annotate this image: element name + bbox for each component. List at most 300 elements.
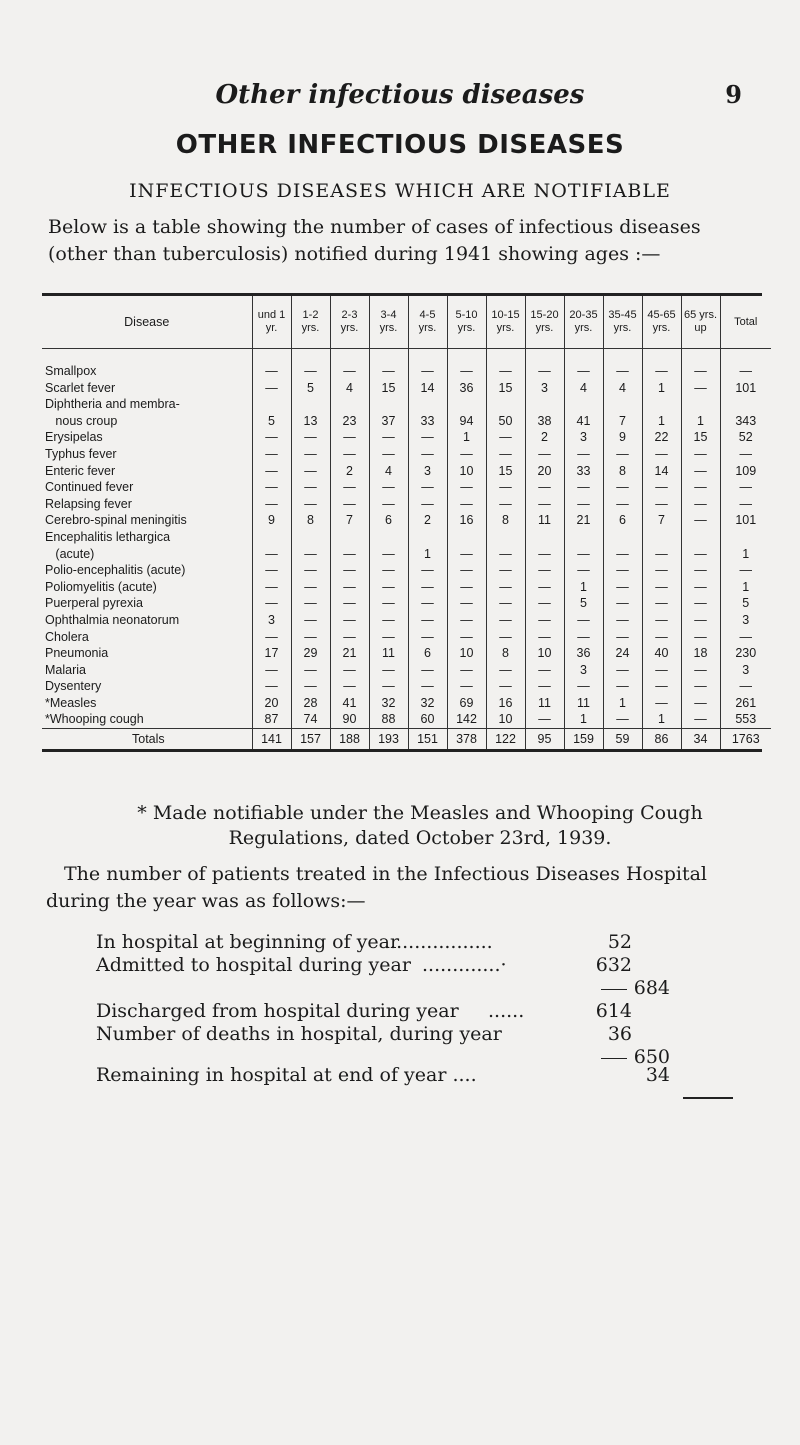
cell-value: — <box>330 546 369 563</box>
cell-value: 3 <box>525 380 564 397</box>
column-header: 1-2 yrs. <box>291 296 330 349</box>
total-value: 188 <box>330 729 369 750</box>
cell-value: — <box>642 695 681 712</box>
cell-value: — <box>681 349 720 380</box>
cell-value: 22 <box>642 429 681 446</box>
cell-value: — <box>369 349 408 380</box>
cell-value: — <box>642 629 681 646</box>
cell-value: — <box>486 479 525 496</box>
disease-name: Cholera <box>45 629 89 644</box>
cell-value: — <box>525 678 564 695</box>
section-subtitle: INFECTIOUS DISEASES WHICH ARE NOTIFIABLE <box>129 180 671 202</box>
double-underline <box>683 1097 733 1099</box>
column-header: 3-4 yrs. <box>369 296 408 349</box>
leader-dots: ...... <box>488 1000 525 1022</box>
cell-value: — <box>330 479 369 496</box>
cell-value: — <box>525 349 564 380</box>
disease-name: Cerebro-spinal meningitis <box>45 513 187 528</box>
table-row <box>42 546 771 563</box>
cell-value: — <box>408 579 447 596</box>
table-row <box>42 662 771 679</box>
cell-value: 3 <box>252 612 291 629</box>
disease-name: Diphtheria and membra- <box>45 397 180 412</box>
cell-value: — <box>408 446 447 463</box>
cell-value: — <box>525 662 564 679</box>
cell-value: 3 <box>564 429 603 446</box>
column-header: 65 yrs. up <box>681 296 720 349</box>
stat-subtotal: 650 <box>633 1046 670 1068</box>
disease-name: Enteric fever <box>45 463 116 478</box>
disease-name: *Measles <box>45 695 97 710</box>
cell-value: 7 <box>603 413 642 430</box>
row-total: 261 <box>720 695 771 712</box>
page-number: 9 <box>725 80 742 109</box>
cell-value: — <box>564 349 603 380</box>
cell-value <box>408 529 447 546</box>
total-value: 157 <box>291 729 330 750</box>
cell-value: 33 <box>408 413 447 430</box>
cell-value: 21 <box>564 512 603 529</box>
cell-value: — <box>603 579 642 596</box>
cell-value: — <box>447 629 486 646</box>
cell-value <box>252 529 291 546</box>
cell-value: — <box>291 629 330 646</box>
cell-value: — <box>642 579 681 596</box>
column-header: 2-3 yrs. <box>330 296 369 349</box>
cell-value: — <box>330 349 369 380</box>
cell-value: 4 <box>603 380 642 397</box>
row-total: — <box>720 678 771 695</box>
running-header <box>0 80 800 110</box>
disease-name: Continued fever <box>45 480 134 495</box>
cell-value: — <box>330 429 369 446</box>
disease-name: Erysipelas <box>45 430 103 445</box>
cell-value: 1 <box>408 546 447 563</box>
cell-value: 8 <box>486 512 525 529</box>
cell-value: 23 <box>330 413 369 430</box>
cell-value: — <box>564 629 603 646</box>
cell-value: 11 <box>525 695 564 712</box>
cell-value: 40 <box>642 645 681 662</box>
cell-value: — <box>369 612 408 629</box>
cell-value: — <box>564 479 603 496</box>
cell-value: — <box>408 678 447 695</box>
cell-value: 11 <box>369 645 408 662</box>
cell-value: — <box>486 662 525 679</box>
cell-value: — <box>330 629 369 646</box>
cell-value: — <box>408 595 447 612</box>
cell-value: 3 <box>408 463 447 480</box>
cell-value: 1 <box>564 711 603 728</box>
cell-value: — <box>486 429 525 446</box>
row-total: 101 <box>720 380 771 397</box>
disease-name: Polio-encephalitis (acute) <box>45 563 186 578</box>
cell-value: — <box>447 349 486 380</box>
disease-name: Encephalitis lethargica <box>45 529 171 544</box>
cell-value: 11 <box>525 512 564 529</box>
cell-value: — <box>369 496 408 513</box>
disease-name: Poliomyelitis (acute) <box>45 579 157 594</box>
cell-value: — <box>252 446 291 463</box>
cell-value: — <box>642 612 681 629</box>
cell-value: 60 <box>408 711 447 728</box>
cell-value: — <box>447 595 486 612</box>
cell-value: — <box>525 629 564 646</box>
stat-value: 52 <box>607 931 632 953</box>
row-total: 101 <box>720 512 771 529</box>
cell-value: — <box>447 579 486 596</box>
cell-value: — <box>681 629 720 646</box>
cell-value: — <box>447 678 486 695</box>
cell-value <box>369 529 408 546</box>
total-value: 34 <box>681 729 720 750</box>
cell-value <box>447 396 486 413</box>
cell-value: — <box>642 662 681 679</box>
cell-value: 7 <box>330 512 369 529</box>
cell-value: — <box>291 349 330 380</box>
row-total: — <box>720 496 771 513</box>
cell-value: — <box>330 612 369 629</box>
cell-value: — <box>291 562 330 579</box>
cell-value: 1 <box>642 711 681 728</box>
cell-value: 41 <box>330 695 369 712</box>
cell-value: — <box>603 662 642 679</box>
table-row <box>42 579 771 596</box>
cell-value: — <box>525 546 564 563</box>
cell-value: 6 <box>408 645 447 662</box>
cell-value: — <box>603 612 642 629</box>
cell-value: 4 <box>369 463 408 480</box>
stat-discharged <box>96 1000 716 1023</box>
cell-value: 8 <box>603 463 642 480</box>
cell-value <box>642 396 681 413</box>
cell-value: 15 <box>486 380 525 397</box>
cell-value <box>564 529 603 546</box>
cell-value: 13 <box>291 413 330 430</box>
disease-name: Typhus fever <box>45 446 117 461</box>
disease-name: Puerperal pyrexia <box>45 596 143 611</box>
cell-value: — <box>642 678 681 695</box>
table-row <box>42 463 771 480</box>
cell-value: — <box>681 380 720 397</box>
column-header: Total <box>720 296 771 349</box>
cell-value: — <box>369 546 408 563</box>
disease-name: Malaria <box>45 662 86 677</box>
table-row <box>42 429 771 446</box>
cell-value <box>525 529 564 546</box>
cell-value: 37 <box>369 413 408 430</box>
cell-value: — <box>681 496 720 513</box>
cell-value: — <box>252 579 291 596</box>
cell-value: — <box>369 429 408 446</box>
stat-subtotal-1 <box>96 977 716 1000</box>
table-row <box>42 529 771 546</box>
cell-value: — <box>681 711 720 728</box>
cell-value: — <box>369 446 408 463</box>
cell-value: — <box>252 429 291 446</box>
cell-value: — <box>486 595 525 612</box>
cell-value <box>369 396 408 413</box>
cell-value: — <box>681 662 720 679</box>
cell-value: 1 <box>642 413 681 430</box>
cell-value: — <box>291 546 330 563</box>
table-body <box>42 349 771 729</box>
cell-value: — <box>408 612 447 629</box>
cell-value: 50 <box>486 413 525 430</box>
cell-value: — <box>681 479 720 496</box>
table-row <box>42 629 771 646</box>
cell-value: — <box>486 579 525 596</box>
cell-value: — <box>564 496 603 513</box>
cell-value <box>603 396 642 413</box>
cell-value: — <box>681 546 720 563</box>
disease-name: Smallpox <box>45 364 97 378</box>
cell-value: — <box>291 678 330 695</box>
cell-value: — <box>408 429 447 446</box>
cell-value: — <box>291 496 330 513</box>
row-total: — <box>720 479 771 496</box>
cell-value: — <box>447 662 486 679</box>
cell-value: — <box>525 446 564 463</box>
disease-table-container <box>42 293 762 752</box>
cell-value <box>681 529 720 546</box>
disease-name: Scarlet fever <box>45 380 116 395</box>
stat-label: Discharged from hospital during year <box>96 1000 459 1022</box>
cell-value: — <box>408 562 447 579</box>
cell-value: — <box>681 695 720 712</box>
cell-value: — <box>252 349 291 380</box>
cell-value: — <box>291 463 330 480</box>
cell-value: — <box>330 678 369 695</box>
stat-value: 34 <box>645 1064 670 1086</box>
cell-value: 20 <box>525 463 564 480</box>
cell-value: 11 <box>564 695 603 712</box>
cell-value: — <box>330 662 369 679</box>
total-value: 86 <box>642 729 681 750</box>
cell-value <box>252 396 291 413</box>
cell-value: — <box>525 579 564 596</box>
cell-value: — <box>447 496 486 513</box>
cell-value: — <box>681 579 720 596</box>
cell-value <box>291 396 330 413</box>
cell-value: — <box>486 562 525 579</box>
row-total: 343 <box>720 413 771 430</box>
table-row <box>42 413 771 430</box>
cell-value: — <box>408 479 447 496</box>
cell-value: 15 <box>681 429 720 446</box>
table-row <box>42 711 771 728</box>
cell-value <box>486 396 525 413</box>
cell-value: 6 <box>369 512 408 529</box>
table-bottom-rule <box>42 749 762 752</box>
cell-value <box>603 529 642 546</box>
cell-value: — <box>447 612 486 629</box>
page-title: OTHER INFECTIOUS DISEASES <box>175 130 625 160</box>
cell-value: 90 <box>330 711 369 728</box>
cell-value: 8 <box>486 645 525 662</box>
column-header: 20-35 yrs. <box>564 296 603 349</box>
cell-value: 15 <box>486 463 525 480</box>
cell-value: — <box>603 479 642 496</box>
cell-value <box>330 396 369 413</box>
row-total: — <box>720 562 771 579</box>
cell-value: 5 <box>291 380 330 397</box>
cell-value: 9 <box>603 429 642 446</box>
leader-dots: .............· <box>422 954 507 976</box>
table-row <box>42 496 771 513</box>
table-row <box>42 479 771 496</box>
cell-value: — <box>525 612 564 629</box>
stat-label: Admitted to hospital during year <box>96 954 411 976</box>
cell-value: 28 <box>291 695 330 712</box>
cell-value: — <box>564 612 603 629</box>
total-value: 1763 <box>720 729 771 750</box>
stat-label: In hospital at beginning of year <box>96 931 400 953</box>
cell-value: 6 <box>603 512 642 529</box>
cell-value: — <box>486 496 525 513</box>
cell-value: 69 <box>447 695 486 712</box>
cell-value: 33 <box>564 463 603 480</box>
cell-value: — <box>291 579 330 596</box>
table-row <box>42 562 771 579</box>
cell-value: 1 <box>681 413 720 430</box>
cell-value: — <box>252 562 291 579</box>
table-row <box>42 380 771 397</box>
cell-value: — <box>486 446 525 463</box>
cell-value: — <box>369 662 408 679</box>
cell-value: — <box>369 479 408 496</box>
cell-value: — <box>291 446 330 463</box>
cell-value: — <box>330 595 369 612</box>
row-total <box>720 396 771 413</box>
cell-value: — <box>642 546 681 563</box>
stat-value: 36 <box>607 1023 632 1045</box>
cell-value: 10 <box>525 645 564 662</box>
disease-name: Dysentery <box>45 679 102 694</box>
cell-value <box>681 396 720 413</box>
table-row <box>42 612 771 629</box>
cell-value <box>525 396 564 413</box>
cell-value: — <box>408 629 447 646</box>
column-header: 15-20 yrs. <box>525 296 564 349</box>
column-header: 35-45 yrs. <box>603 296 642 349</box>
row-total: — <box>720 349 771 380</box>
column-header: 45-65 yrs. <box>642 296 681 349</box>
cell-value: 16 <box>447 512 486 529</box>
row-total: — <box>720 629 771 646</box>
table-row <box>42 446 771 463</box>
cell-value: 32 <box>369 695 408 712</box>
column-header: 4-5 yrs. <box>408 296 447 349</box>
disease-name: Ophthalmia neonatorum <box>45 612 180 627</box>
cell-value: 1 <box>642 380 681 397</box>
stat-admitted <box>96 954 716 977</box>
cell-value: — <box>447 562 486 579</box>
cell-value: — <box>447 546 486 563</box>
cell-value <box>291 529 330 546</box>
totals-row <box>42 729 771 750</box>
table-row <box>42 695 771 712</box>
row-total: 52 <box>720 429 771 446</box>
footnote: * Made notifiable under the Measles and Whooping Cough Regulations, dated October 23rd, 1939. <box>137 802 703 849</box>
disease-name: *Whooping cough <box>45 712 144 727</box>
cell-value: — <box>252 662 291 679</box>
disease-table <box>42 296 771 749</box>
cell-value: — <box>486 678 525 695</box>
cell-value: — <box>369 595 408 612</box>
cell-value: — <box>642 595 681 612</box>
intro-paragraph: Below is a table showing the number of cases of infectious diseases (other than tuberculosis) notified during 1941 showing ages :— <box>48 216 701 265</box>
row-total: 230 <box>720 645 771 662</box>
cell-value <box>330 529 369 546</box>
cell-value: — <box>564 678 603 695</box>
cell-value: 16 <box>486 695 525 712</box>
disease-name: Relapsing fever <box>45 496 132 511</box>
cell-value: 18 <box>681 645 720 662</box>
cell-value: — <box>252 595 291 612</box>
cell-value: 2 <box>408 512 447 529</box>
disease-name: nous croup <box>45 413 118 428</box>
total-value: 122 <box>486 729 525 750</box>
cell-value: 38 <box>525 413 564 430</box>
cell-value: 2 <box>525 429 564 446</box>
cell-value: — <box>681 512 720 529</box>
cell-value: 20 <box>252 695 291 712</box>
row-total: — <box>720 446 771 463</box>
cell-value: — <box>447 479 486 496</box>
cell-value <box>408 396 447 413</box>
cell-value: — <box>408 349 447 380</box>
cell-value: — <box>642 496 681 513</box>
total-value: 159 <box>564 729 603 750</box>
cell-value: — <box>603 446 642 463</box>
cell-value: — <box>252 380 291 397</box>
column-header: und 1 yr. <box>252 296 291 349</box>
cell-value: 36 <box>564 645 603 662</box>
disease-name: (acute) <box>45 546 95 561</box>
table-row <box>42 645 771 662</box>
cell-value: 32 <box>408 695 447 712</box>
cell-value: 2 <box>330 463 369 480</box>
cell-value: 14 <box>408 380 447 397</box>
cell-value: 10 <box>447 645 486 662</box>
row-total: 5 <box>720 595 771 612</box>
total-value: 151 <box>408 729 447 750</box>
cell-value <box>486 529 525 546</box>
cell-value: — <box>564 562 603 579</box>
totals-label: Totals <box>42 729 252 750</box>
table-header-row <box>42 296 771 349</box>
cell-value: — <box>681 446 720 463</box>
cell-value: — <box>291 662 330 679</box>
cell-value: 74 <box>291 711 330 728</box>
cell-value: — <box>681 562 720 579</box>
cell-value: — <box>330 446 369 463</box>
cell-value <box>564 396 603 413</box>
row-total: 1 <box>720 579 771 596</box>
cell-value: — <box>369 678 408 695</box>
row-total: 553 <box>720 711 771 728</box>
column-header: 10-15 yrs. <box>486 296 525 349</box>
table-row <box>42 512 771 529</box>
cell-value: — <box>525 562 564 579</box>
cell-value: — <box>369 629 408 646</box>
disease-name: Pneumonia <box>45 646 109 661</box>
cell-value: — <box>564 446 603 463</box>
cell-value: — <box>369 562 408 579</box>
stat-beginning <box>96 931 716 954</box>
cell-value: — <box>681 463 720 480</box>
